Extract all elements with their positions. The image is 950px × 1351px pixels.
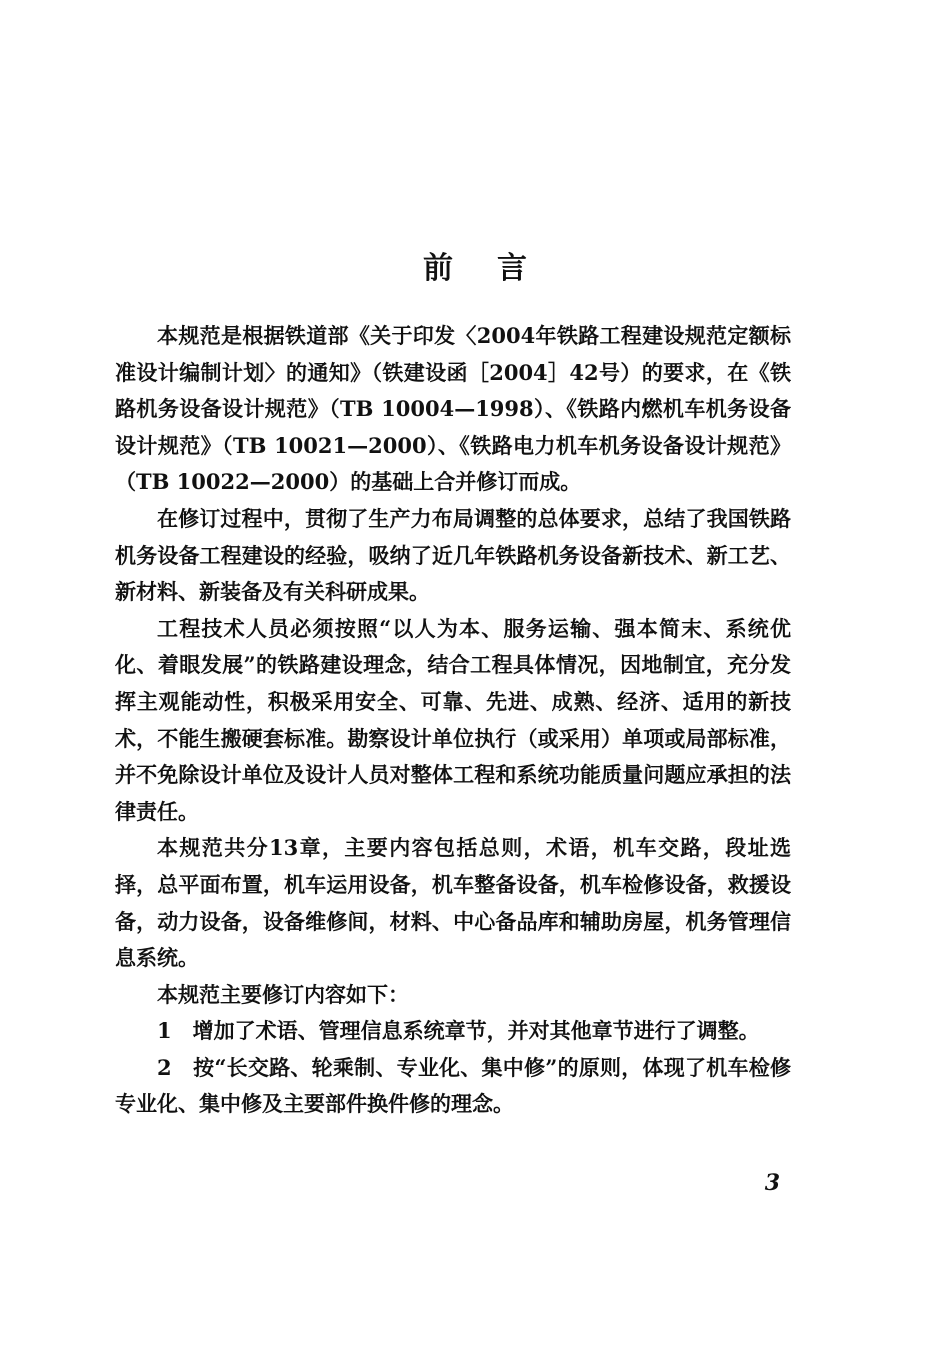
paragraph-7: 2 按“长交路、轮乘制、专业化、集中修”的原则，体现了机车检修专业化、集中修及主要部件换件修的理念。 [115,1054,791,1117]
paragraph-1: 本规范是根据铁道部《关于印发〈2004年铁路工程建设规范定额标准设计编制计划〉的通知》（铁建设函［2004］42号）的要求，在《铁路机务设备设计规范》（TB 10004—1998）、《铁路内燃机车机务设备设计规范》（TB 10021—2000）、《铁路电力机车机务设备设计规范》（TB 10022—2000）的基础上合并修订而成。 [115,323,791,495]
body-text [115,318,791,1123]
page-number: 3 [764,1170,780,1196]
paragraph-5: 本规范主要修订内容如下： [157,981,409,1007]
paragraph-4: 本规范共分13章，主要内容包括总则，术语，机车交路，段址选择，总平面布置，机车运用设备，机车整备设备，机车检修设备，救援设备，动力设备，设备维修间，材料、中心备品库和辅助房屋，机务管理信息系统。 [115,835,791,971]
paragraph-3: 工程技术人员必须按照“以人为本、服务运输、强本简末、系统优化、着眼发展”的铁路建设理念，结合工程具体情况，因地制宜，充分发挥主观能动性，积极采用安全、可靠、先进、成熟、经济、适用的新技术，不能生搬硬套标准。勘察设计单位执行（或采用）单项或局部标准，并不免除设计单位及设计人员对整体工程和系统功能质量问题应承担的法律责任。 [115,615,791,824]
page-title: 前言 [423,251,571,286]
paragraph-6: 1 增加了术语、管理信息系统章节，并对其他章节进行了调整。 [157,1018,760,1044]
paragraph-2: 在修订过程中，贯彻了生产力布局调整的总体要求，总结了我国铁路机务设备工程建设的经验，吸纳了近几年铁路机务设备新技术、新工艺、新材料、新装备及有关科研成果。 [115,505,791,605]
